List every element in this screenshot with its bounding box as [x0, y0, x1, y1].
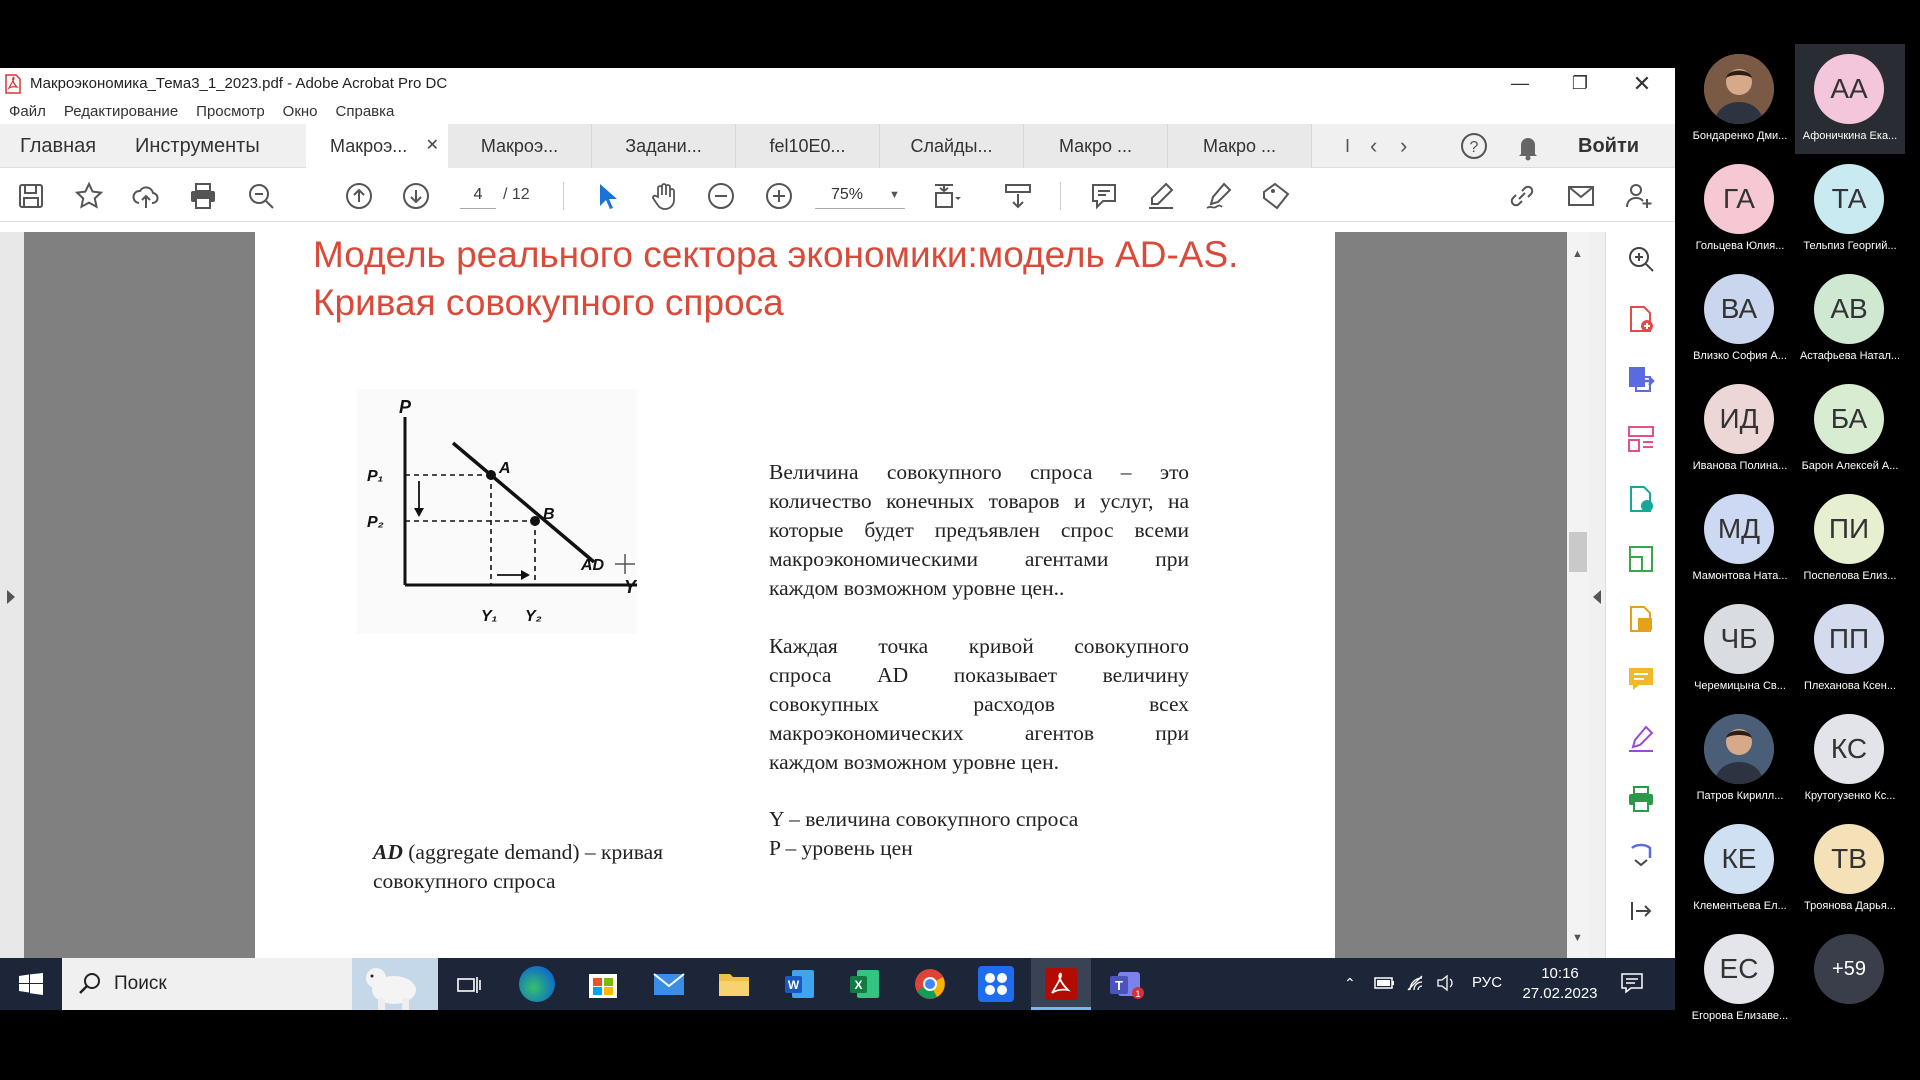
paragraph-definition [769, 458, 1189, 603]
participant-tile[interactable] [1685, 374, 1795, 484]
word-icon[interactable] [782, 966, 818, 1002]
participant-tile[interactable] [1685, 44, 1795, 154]
graph-background [357, 389, 637, 634]
collapse-right-panel-icon[interactable] [1593, 590, 1601, 604]
show-hidden-icons[interactable]: ⌃ [1344, 975, 1356, 991]
compress-pdf-icon[interactable] [1626, 544, 1656, 574]
acrobat-app-icon [1043, 966, 1079, 1002]
menu-window[interactable]: Окно [282, 102, 318, 120]
notification-center-icon[interactable] [1620, 972, 1644, 999]
mail-icon[interactable] [651, 966, 687, 1002]
text-line: каждом возможном уровне цен. [769, 750, 1059, 774]
menu-file[interactable]: Файл [9, 102, 46, 120]
windows-taskbar [0, 958, 1675, 1010]
menu-edit[interactable]: Редактирование [63, 102, 179, 120]
participant-avatar: ТВ [1814, 824, 1884, 894]
chevron-down-icon: ▼ [889, 189, 900, 201]
upload-cloud-icon[interactable] [131, 181, 161, 211]
language-indicator[interactable]: РУС [1472, 974, 1503, 991]
text-line: P – уровень цен [769, 836, 913, 860]
participant-name: Егорова Елизаве... [1691, 1010, 1789, 1022]
paragraph-ad-point [769, 632, 1189, 777]
participant-tile[interactable] [1685, 814, 1795, 924]
legend-text [769, 805, 1189, 863]
participant-avatar: МД [1704, 494, 1774, 564]
fit-page-icon[interactable] [931, 181, 961, 211]
search-placeholder: Поиск [114, 973, 167, 994]
tab-scroll-right-icon[interactable]: › [1400, 133, 1408, 158]
left-panel-toggle[interactable] [0, 232, 24, 958]
scroll-mode-icon[interactable] [1003, 181, 1033, 211]
svg-text:X: X [854, 978, 863, 992]
participant-avatar: АВ [1814, 274, 1884, 344]
participant-tile[interactable] [1795, 484, 1905, 594]
file-explorer-icon[interactable] [716, 966, 752, 1002]
point-a [486, 470, 496, 480]
toolbar-divider [563, 182, 564, 210]
participant-avatar: ЧБ [1704, 604, 1774, 674]
doc-tab-label: Макроэ... [330, 136, 408, 156]
participant-tile[interactable] [1685, 594, 1795, 704]
participant-name: Крутогузенко Кс... [1804, 790, 1896, 802]
edge-browser-icon[interactable] [519, 966, 555, 1002]
aggregate-demand-graph [357, 389, 637, 634]
caption-text: (aggregate demand) – кривая [402, 840, 664, 864]
participant-tile[interactable] [1685, 264, 1795, 374]
vertical-scrollbar[interactable] [1567, 232, 1589, 958]
acrobat-taskbar-button[interactable] [1031, 958, 1091, 1010]
label-p1: P₁ [367, 468, 384, 485]
participant-name: Троянова Дарья... [1804, 900, 1896, 912]
participant-tile[interactable] [1795, 154, 1905, 264]
chrome-icon[interactable] [912, 966, 948, 1002]
text-line: макроэкономическими агентами при [769, 547, 1189, 571]
toolbar-divider [1060, 182, 1061, 210]
zoom-out-icon[interactable] [706, 181, 736, 211]
zoom-value: 75% [831, 186, 864, 203]
text-line: которые будет предъявлен спрос всеми [769, 518, 1189, 542]
participant-photo [1704, 714, 1774, 784]
participant-avatar: ТА [1814, 164, 1884, 234]
menu-bar [0, 99, 1675, 123]
participant-avatar: ПИ [1814, 494, 1884, 564]
tools-pane [1605, 232, 1675, 958]
participant-name: Мамонтова Ната... [1692, 570, 1788, 582]
participant-name: Клементьева Ел... [1693, 900, 1787, 912]
participant-name: Афоничкина Ека... [1802, 130, 1898, 142]
bookmark-star-icon[interactable] [74, 181, 104, 211]
text-line: совокупных расходов всех [769, 692, 1189, 716]
label-p2: P₂ [367, 514, 384, 531]
svg-text:W: W [787, 978, 800, 992]
close-button[interactable]: ✕ [1632, 70, 1652, 96]
participant-name: Патров Кирилл... [1696, 790, 1784, 802]
participant-avatar: +59 [1814, 934, 1884, 1004]
participant-name: Тельпиз Георгий... [1803, 240, 1897, 252]
participant-name: Иванова Полина... [1692, 460, 1788, 472]
svg-text:1: 1 [1135, 989, 1141, 999]
graph-caption [373, 838, 733, 896]
participant-tile[interactable] [1795, 814, 1905, 924]
comment-icon[interactable] [1089, 181, 1119, 211]
participant-avatar: ВА [1704, 274, 1774, 344]
pinned-app-icon[interactable] [978, 966, 1014, 1002]
toolbar [0, 168, 1675, 222]
help-icon[interactable] [1460, 124, 1488, 168]
menu-help[interactable]: Справка [335, 102, 395, 120]
tab-home[interactable]: Главная [20, 135, 97, 157]
slide-title-line1: Модель реального сектора экономики:модель AD-AS. [313, 234, 1239, 275]
text-line: макроэкономических агентов при [769, 721, 1189, 745]
highlight-pen-icon[interactable] [1146, 181, 1176, 211]
tab-overflow: I [1345, 136, 1351, 156]
sign-in-button[interactable]: Войти [1578, 135, 1640, 157]
doc-tab[interactable]: Задани... [592, 124, 736, 168]
select-cursor-icon[interactable] [592, 181, 622, 211]
minimize-button[interactable]: — [1511, 73, 1529, 93]
search-icon [78, 972, 102, 996]
expand-left-panel-icon[interactable] [7, 590, 15, 604]
next-page-icon[interactable] [401, 181, 431, 211]
doc-tab[interactable]: Слайды... [880, 124, 1024, 168]
menu-view[interactable]: Просмотр [196, 102, 265, 120]
pdf-file-icon [4, 74, 22, 94]
close-tab-icon[interactable]: ✕ [425, 137, 439, 154]
zoom-level-select[interactable] [815, 181, 905, 209]
excel-icon[interactable] [847, 966, 883, 1002]
microsoft-store-icon[interactable] [585, 966, 621, 1002]
label-b: B [543, 506, 555, 523]
point-b [530, 516, 540, 526]
label-ad: AD [581, 557, 605, 574]
windows-start-icon[interactable] [19, 973, 43, 1000]
taskbar-search[interactable] [62, 958, 438, 1010]
draw-sign-icon[interactable] [1204, 181, 1234, 211]
doc-tab[interactable]: fel10E0... [736, 124, 880, 168]
title-bar [0, 68, 1675, 99]
participant-avatar: ПП [1814, 604, 1884, 674]
hand-tool-icon[interactable] [649, 181, 679, 211]
participant-name: Барон Алексей А... [1801, 460, 1899, 472]
zoom-search-icon[interactable] [1626, 244, 1656, 274]
print-icon[interactable] [188, 181, 218, 211]
participant-tile[interactable] [1795, 264, 1905, 374]
participant-name: Влизко София А... [1693, 350, 1787, 362]
participant-avatar: КЕ [1704, 824, 1774, 894]
edit-pdf-icon[interactable] [1626, 484, 1656, 514]
text-line: спроса AD показывает величину [769, 663, 1189, 687]
doc-tab[interactable]: Макроэ... [448, 124, 592, 168]
participant-tile[interactable] [1795, 374, 1905, 484]
protect-icon[interactable] [1626, 838, 1656, 868]
participant-name: Черемицына Св... [1694, 680, 1786, 692]
participant-tile[interactable] [1795, 704, 1905, 814]
search-zoom-icon[interactable] [246, 181, 276, 211]
participant-avatar: ГА [1704, 164, 1774, 234]
tab-scroll-left-icon[interactable]: ‹ [1370, 133, 1378, 158]
comment-tool-icon[interactable] [1626, 664, 1656, 694]
email-icon[interactable] [1566, 181, 1596, 211]
participant-photo [1704, 54, 1774, 124]
page-number-input[interactable]: 4 [460, 181, 496, 209]
collapse-tools-icon[interactable] [1626, 896, 1656, 926]
text-line: Величина совокупного спроса – это [769, 460, 1189, 484]
tab-tools[interactable]: Инструменты [135, 135, 260, 157]
organize-pages-icon[interactable] [1626, 424, 1656, 454]
participant-avatar: АА [1814, 54, 1884, 124]
doc-tab[interactable]: Макро ... [1024, 124, 1168, 168]
wifi-icon[interactable] [1406, 974, 1426, 997]
battery-icon[interactable] [1374, 976, 1396, 995]
participant-tile[interactable] [1685, 924, 1795, 1034]
text-line: каждом возможном уровне цен.. [769, 576, 1065, 600]
window-title: Макроэкономика_Тема3_1_2023.pdf - Adobe Acrobat Pro DC [30, 75, 448, 92]
participant-tile[interactable] [1685, 154, 1795, 264]
text-line: Y – величина совокупного спроса [769, 807, 1079, 831]
create-pdf-icon[interactable] [1626, 304, 1656, 334]
svg-text:T: T [1115, 978, 1123, 993]
notifications-bell-icon[interactable] [1515, 124, 1541, 168]
participant-tile[interactable] [1685, 704, 1795, 814]
label-a: A [499, 460, 511, 477]
clock[interactable] [1510, 964, 1610, 1004]
label-y: Y [624, 577, 637, 597]
document-view [0, 232, 1675, 958]
share-link-icon[interactable] [1507, 181, 1537, 211]
svg-text:?: ? [1469, 139, 1479, 156]
previous-page-icon[interactable] [344, 181, 374, 211]
tab-bar [0, 124, 1675, 168]
stamp-tag-icon[interactable] [1261, 181, 1291, 211]
doc-tab[interactable]: Макро ... [1168, 124, 1312, 168]
export-pdf-icon[interactable] [1626, 364, 1656, 394]
page-total: / 12 [503, 186, 530, 203]
restore-button[interactable]: ❐ [1571, 73, 1589, 93]
acrobat-window [0, 68, 1675, 958]
participant-avatar: КС [1814, 714, 1884, 784]
right-panel-toggle[interactable] [1589, 232, 1605, 958]
participant-avatar: БА [1814, 384, 1884, 454]
teams-icon[interactable] [1108, 966, 1144, 1002]
save-icon[interactable] [16, 181, 46, 211]
slide-title-line2: Кривая совокупного спроса [313, 282, 784, 323]
polar-bear-illustration [352, 958, 438, 1010]
text-line: Каждая точка кривой совокупного [769, 634, 1189, 658]
scroll-up-icon[interactable]: ▲ [1572, 248, 1583, 260]
participant-tile[interactable] [1795, 594, 1905, 704]
scrollbar-thumb[interactable] [1569, 532, 1587, 572]
fill-sign-icon[interactable] [1626, 604, 1656, 634]
participant-avatar: ЕС [1704, 934, 1774, 1004]
participant-name: Бондаренко Дми... [1692, 130, 1788, 142]
participant-name: Поспелова Елиз... [1803, 570, 1897, 582]
doc-tab-active[interactable] [306, 124, 450, 168]
participant-tile[interactable] [1795, 924, 1905, 1034]
participants-panel [1685, 44, 1920, 1054]
label-p: P [399, 397, 412, 417]
zoom-in-icon[interactable] [764, 181, 794, 211]
pdf-page [255, 232, 1335, 958]
signature-tool-icon[interactable] [1626, 724, 1656, 754]
participant-tile[interactable] [1795, 44, 1905, 154]
participant-name: Астафьева Натал... [1799, 350, 1901, 362]
label-y1: Y₁ [481, 608, 498, 625]
caption-line2: совокупного спроса [373, 869, 556, 893]
caption-ad: AD [373, 840, 403, 864]
participant-avatar: ИД [1704, 384, 1774, 454]
volume-icon[interactable] [1436, 974, 1456, 997]
clock-time: 10:16 [1541, 965, 1579, 982]
participant-name: Гольцева Юлия... [1695, 240, 1785, 252]
scroll-down-icon[interactable]: ▼ [1572, 932, 1583, 944]
text-line: количество конечных товаров и услуг, на [769, 489, 1189, 513]
participant-name: Плеханова Ксен... [1803, 680, 1897, 692]
print-production-icon[interactable] [1626, 784, 1656, 814]
task-view-icon[interactable] [456, 974, 482, 1001]
label-y2: Y₂ [525, 608, 542, 625]
participant-tile[interactable] [1685, 484, 1795, 594]
clock-date: 27.02.2023 [1522, 985, 1598, 1002]
add-user-icon[interactable] [1624, 181, 1654, 211]
